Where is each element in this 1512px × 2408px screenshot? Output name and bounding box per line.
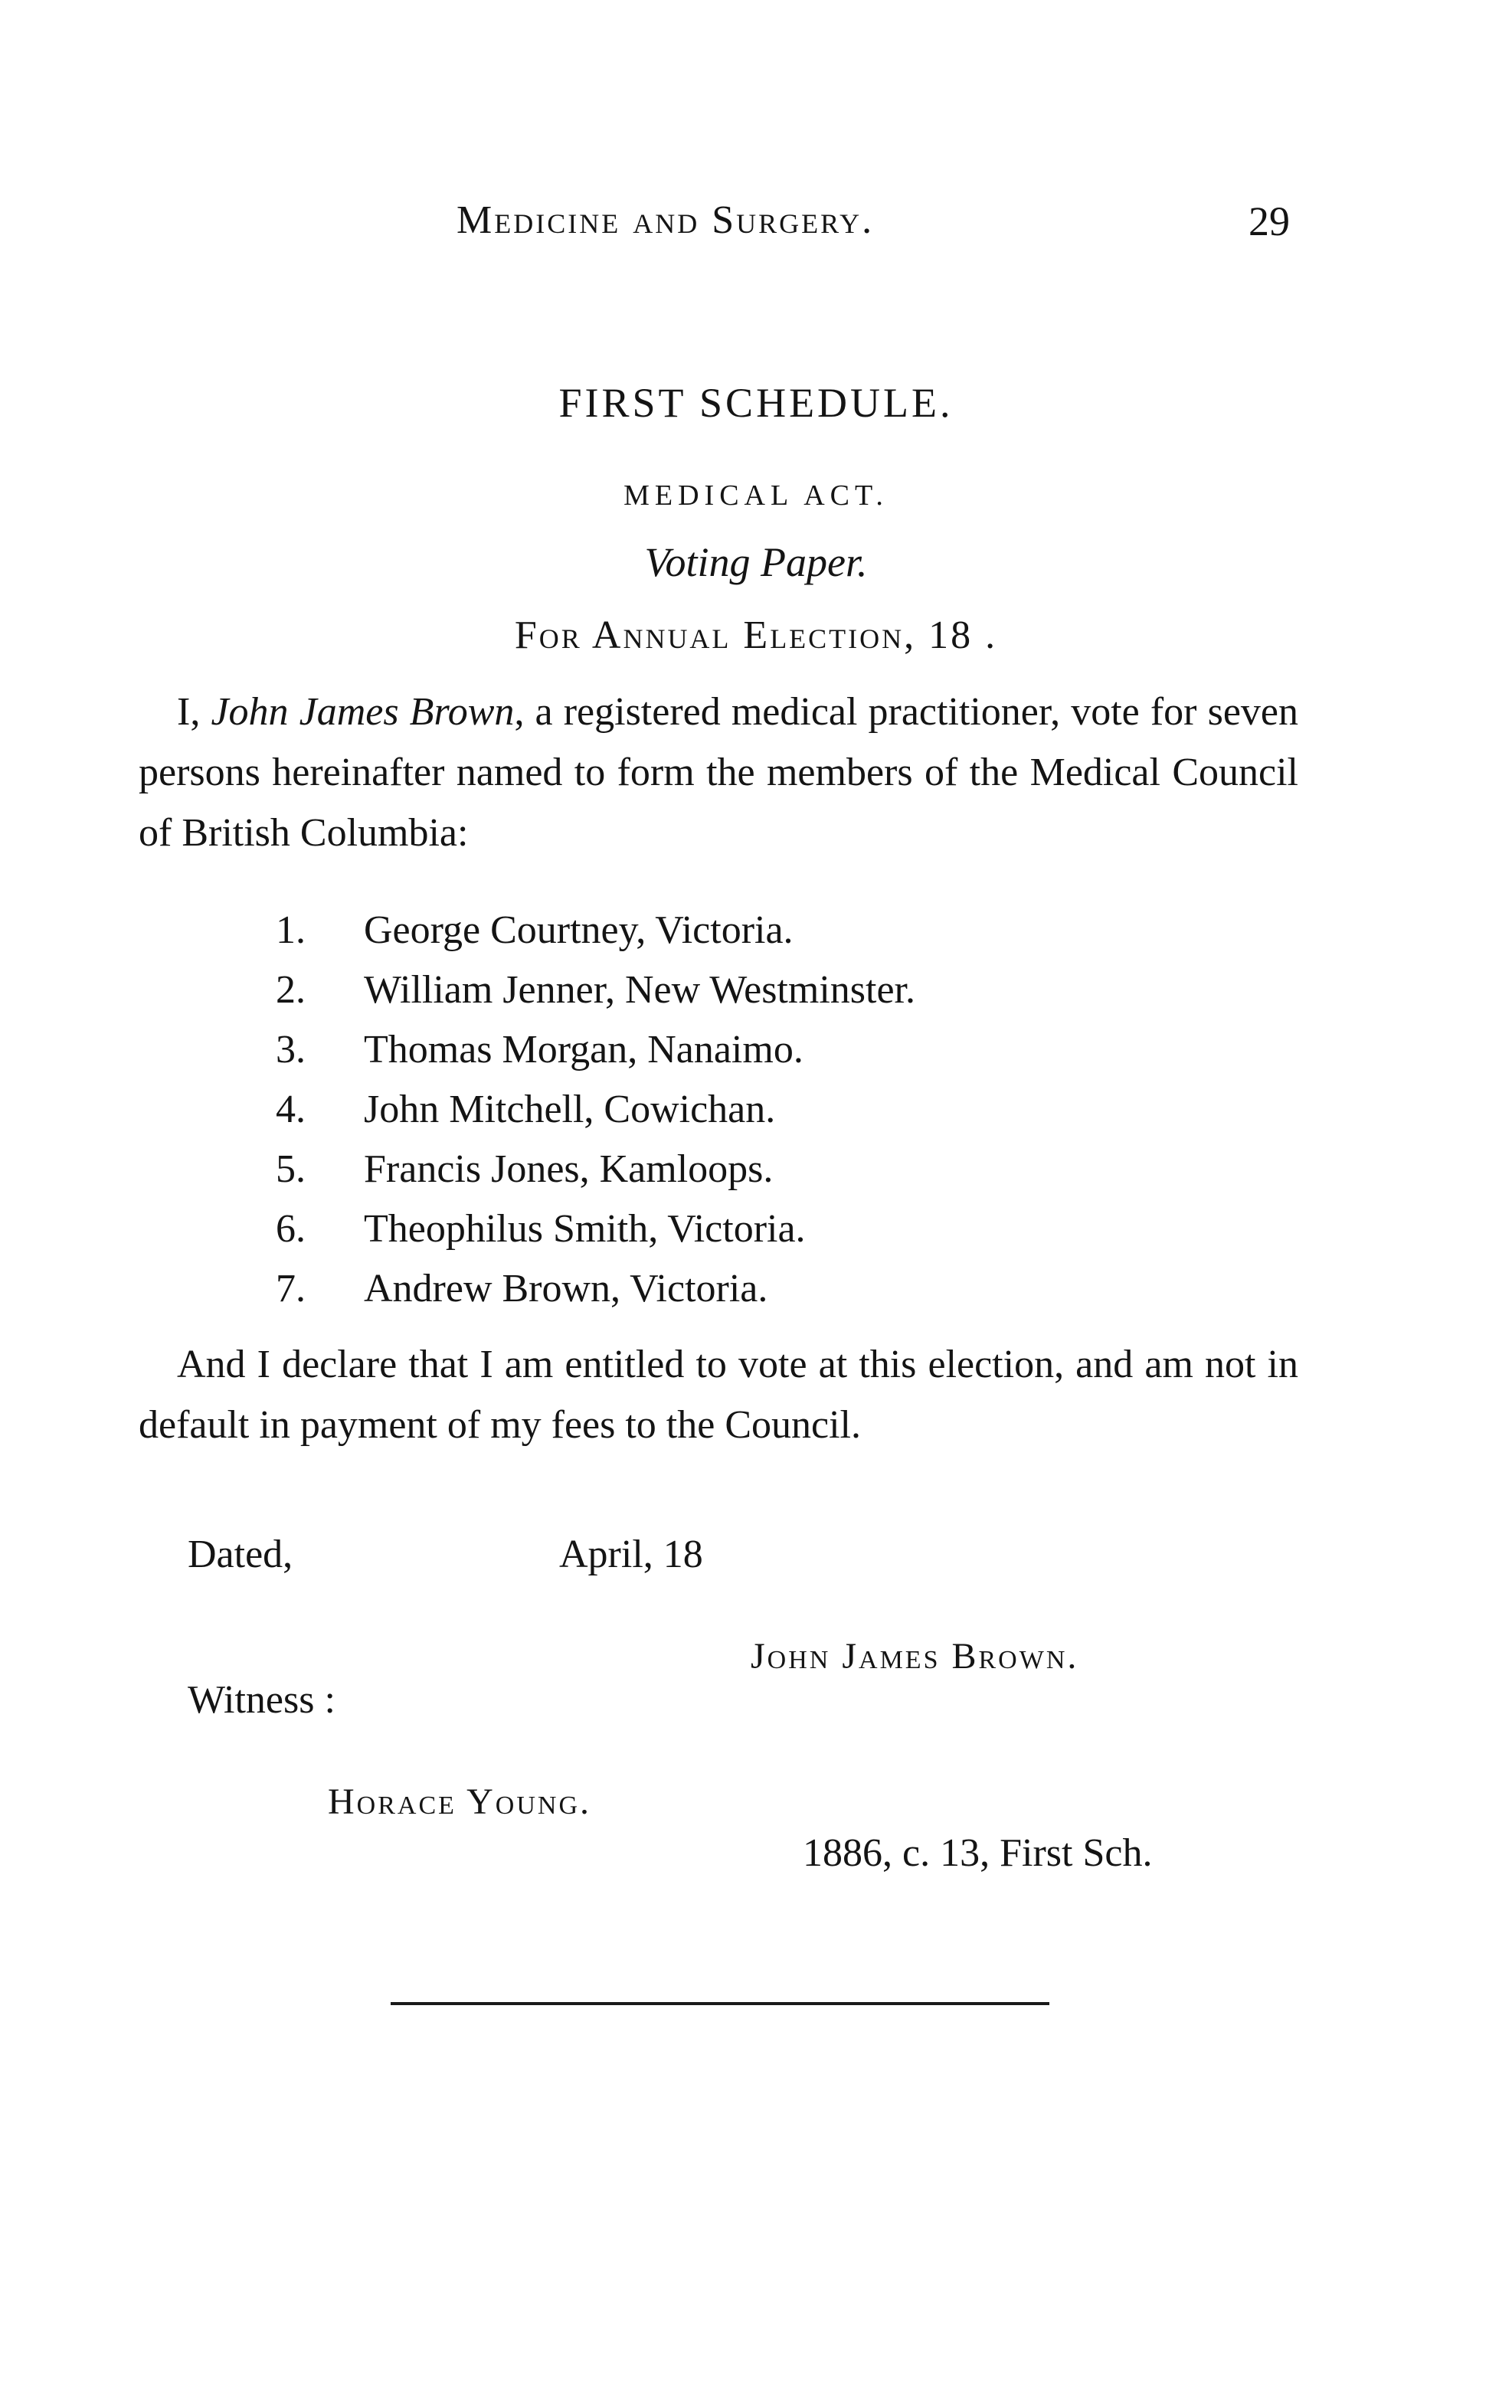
candidate-name: Theophilus Smith, Victoria.	[364, 1207, 806, 1251]
dated-label: Dated,	[188, 1533, 293, 1576]
witness-label: Witness :	[188, 1678, 335, 1722]
candidate-name: William Jenner, New Westminster.	[364, 968, 915, 1012]
candidate-number: 2.	[276, 968, 306, 1012]
candidate-name: John Mitchell, Cowichan.	[364, 1088, 776, 1131]
declaration-prefix: I,	[177, 690, 211, 734]
act-name: MEDICAL ACT.	[623, 479, 889, 512]
candidate-number: 7.	[276, 1267, 306, 1310]
eligibility-statement: And I declare that I am entitled to vote at this election, and am not in default in payment of my fees to the Council.	[139, 1343, 1298, 1447]
witness-signature: Horace Young.	[328, 1781, 591, 1822]
candidate-name: George Courtney, Victoria.	[364, 908, 794, 952]
candidate-number: 3.	[276, 1028, 306, 1071]
election-line: For Annual Election, 18 .	[514, 613, 998, 657]
declaration-body: , a registered medical practitioner, vote for seven persons hereinafter named to form the members of the Medical Council of British Columbia:	[139, 690, 1298, 855]
voter-name: John James Brown	[211, 690, 515, 734]
candidate-name: Thomas Morgan, Nanaimo.	[364, 1028, 803, 1071]
candidate-number: 5.	[276, 1147, 306, 1191]
voting-declaration	[139, 682, 1298, 863]
candidate-number: 6.	[276, 1207, 306, 1251]
form-title: Voting Paper.	[644, 539, 868, 585]
schedule-title: FIRST SCHEDULE.	[558, 380, 954, 426]
voter-signature: John James Brown.	[751, 1636, 1079, 1677]
candidate-name: Francis Jones, Kamloops.	[364, 1147, 774, 1191]
end-rule	[391, 2002, 1049, 2005]
candidate-name: Andrew Brown, Victoria.	[364, 1267, 768, 1310]
running-title: Medicine and Surgery.	[457, 198, 875, 242]
dated-value: April, 18	[559, 1533, 703, 1576]
page-number: 29	[1249, 198, 1290, 244]
candidate-number: 1.	[276, 908, 306, 952]
candidate-number: 4.	[276, 1088, 306, 1131]
statute-citation: 1886, c. 13, First Sch.	[803, 1831, 1153, 1875]
